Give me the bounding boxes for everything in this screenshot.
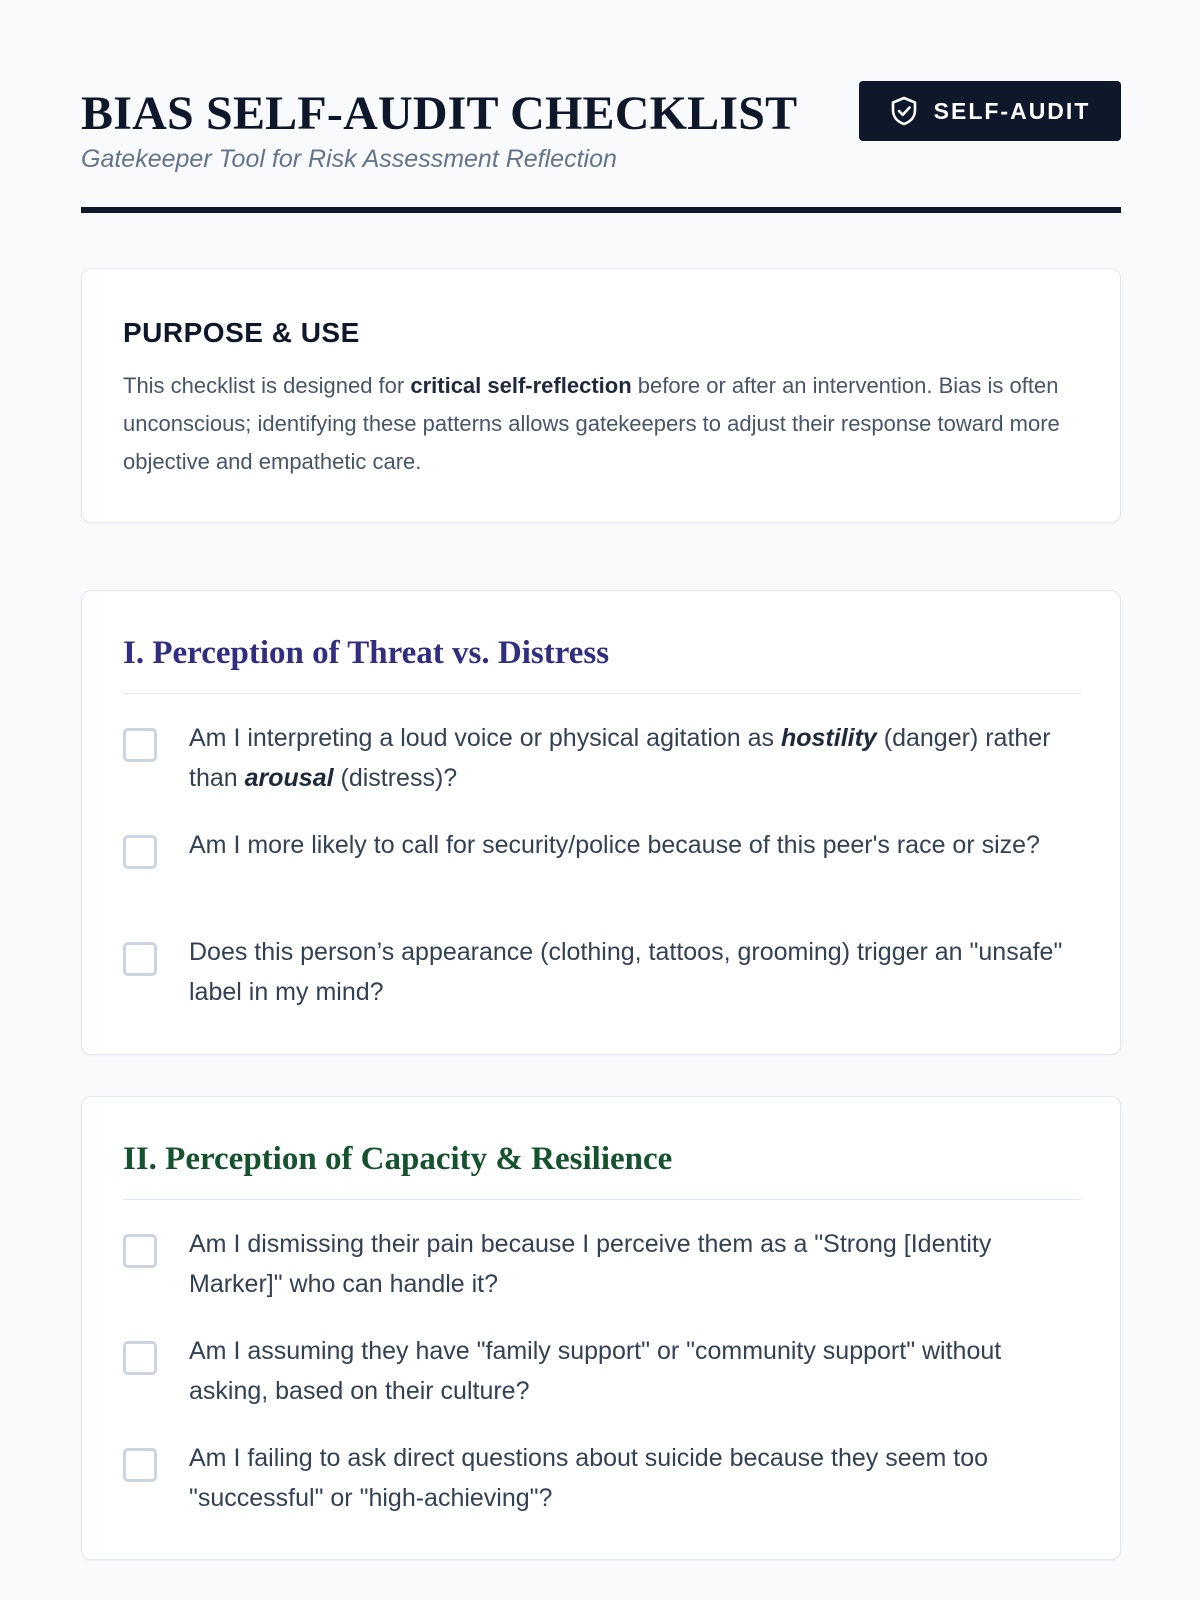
checkbox[interactable] (123, 835, 157, 869)
checklist-item-text: Does this person’s appearance (clothing, tattoos, grooming) trigger an "unsafe" label in my mind? (189, 938, 1063, 1006)
item-text-emphasis: hostility (780, 724, 877, 752)
badge-label: SELF-AUDIT (933, 97, 1091, 124)
purpose-card (81, 268, 1121, 523)
purpose-heading: PURPOSE & USE (123, 317, 360, 348)
checklist-item-text: Am I more likely to call for security/police because of this peer's race or size? (189, 831, 1040, 859)
checkbox[interactable] (123, 1341, 157, 1375)
shield-check-icon (890, 96, 918, 126)
section-title: I. Perception of Threat vs. Distress (123, 635, 610, 671)
page-subtitle: Gatekeeper Tool for Risk Assessment Reflection (81, 145, 617, 173)
item-text-part: (distress)? (333, 764, 458, 792)
checklist-item (123, 827, 1083, 934)
section-threat-vs-distress (81, 590, 1121, 1055)
checkbox[interactable] (123, 1234, 157, 1268)
checklist-item-text: Am I failing to ask direct questions about suicide because they seem too "successful" or "high-achieving"? (189, 1444, 989, 1512)
page-header (81, 78, 1121, 213)
checklist-item-text: Am I assuming they have "family support" or "community support" without asking, based on their culture? (189, 1337, 1002, 1405)
checkbox[interactable] (123, 942, 157, 976)
purpose-text (123, 367, 1083, 481)
item-text-part: (danger) rather than (189, 724, 1051, 792)
checklist-item-text (189, 718, 1079, 798)
checklist-item (123, 1226, 1083, 1333)
checklist-item (123, 1333, 1083, 1440)
section-capacity-resilience (81, 1096, 1121, 1560)
purpose-text-end: before or after an intervention. Bias is often unconscious; identifying these patterns allows gatekeepers to adjust their response toward more objective and empathetic care. (123, 373, 1060, 474)
checklist-items (123, 720, 1083, 1041)
checklist-item-text: Am I dismissing their pain because I perceive them as a "Strong [Identity Marker]" who can handle it? (189, 1230, 992, 1298)
section-title: II. Perception of Capacity & Resilience (123, 1141, 673, 1177)
checklist-items (123, 1226, 1083, 1547)
checkbox[interactable] (123, 728, 157, 762)
item-text-emphasis: arousal (244, 764, 334, 792)
section-divider (123, 693, 1081, 694)
checklist-item (123, 934, 1083, 1041)
section-divider (123, 1199, 1081, 1200)
purpose-text-emphasis: critical self-reflection (410, 373, 632, 398)
page-title: BIAS SELF-AUDIT CHECKLIST (81, 87, 798, 140)
self-audit-badge (859, 81, 1121, 141)
item-text-part: Am I interpreting a loud voice or physical agitation as (189, 724, 781, 752)
header-divider (81, 207, 1121, 213)
checklist-item (123, 720, 1083, 827)
checkbox[interactable] (123, 1448, 157, 1482)
purpose-text-start: This checklist is designed for (123, 373, 411, 398)
checklist-item (123, 1440, 1083, 1547)
